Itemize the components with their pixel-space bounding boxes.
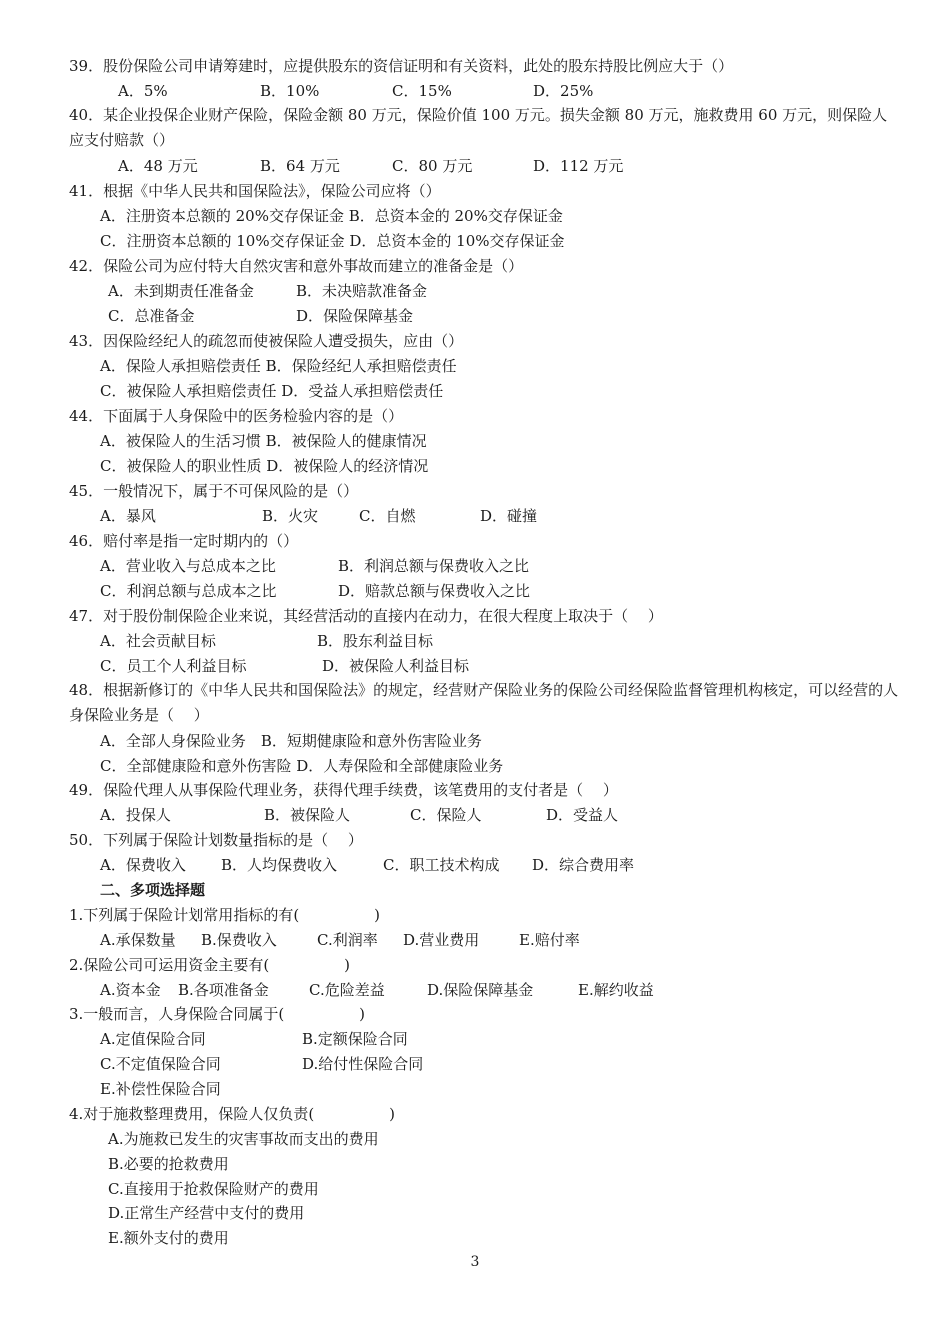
option-a: A.资本金	[100, 981, 161, 999]
option-c: C．自燃	[359, 507, 416, 525]
question-41: 41．根据《中华人民共和国保险法》，保险公司应将（）	[69, 182, 441, 200]
option-b: B.各项准备金	[178, 981, 269, 999]
option-d: D．25%	[533, 82, 594, 100]
option-d: D．被保险人利益目标	[322, 657, 470, 675]
option-row: C．被保险人承担赔偿责任 D．受益人承担赔偿责任	[100, 382, 444, 400]
option-b: B．股东利益目标	[317, 632, 434, 650]
option-a: A．未到期责任准备金	[108, 282, 254, 300]
option-row: A．注册资本总额的 20%交存保证金 B．总资本金的 20%交存保证金	[100, 207, 563, 225]
question-44: 44．下面属于人身保险中的医务检验内容的是（）	[69, 407, 404, 425]
option-c: C.利润率	[317, 931, 378, 949]
page-number: 3	[470, 1254, 480, 1270]
option-a: A．5%	[118, 82, 168, 100]
question-49: 49．保险代理人从事保险代理业务，获得代理手续费，该笔费用的支付者是（ ）	[69, 781, 618, 799]
option-c: C．总准备金	[108, 307, 195, 325]
option-a: A．保费收入	[100, 856, 186, 874]
multi-question-2: 2.保险公司可运用资金主要有( )	[69, 956, 351, 974]
option-b: B.定额保险合同	[302, 1030, 408, 1048]
question-42: 42．保险公司为应付特大自然灾害和意外事故而建立的准备金是（）	[69, 257, 524, 275]
option-a: A.为施救已发生的灾害事故而支出的费用	[108, 1130, 379, 1148]
option-c: C.危险差益	[309, 981, 385, 999]
option-e: E.赔付率	[519, 931, 580, 949]
option-row: C．注册资本总额的 10%交存保证金 D．总资本金的 10%交存保证金	[100, 232, 565, 250]
option-c: C．80 万元	[392, 157, 473, 175]
multi-question-1: 1.下列属于保险计划常用指标的有( )	[69, 906, 381, 924]
option-row: C．全部健康险和意外伤害险 D．人寿保险和全部健康险业务	[100, 757, 504, 775]
question-45: 45．一般情况下，属于不可保风险的是（）	[69, 482, 359, 500]
option-row: C．被保险人的职业性质 D．被保险人的经济情况	[100, 457, 429, 475]
option-c: C．15%	[392, 82, 452, 100]
question-40: 40．某企业投保企业财产保险，保险金额 80 万元，保险价值 100 万元。损失金额 80 万元，施救费用 60 万元，则保险人应支付赔款（）	[69, 106, 888, 149]
option-e: E.解约收益	[578, 981, 654, 999]
option-e: E.补偿性保险合同	[100, 1080, 221, 1098]
question-46: 46．赔付率是指一定时期内的（）	[69, 532, 299, 550]
option-b: B．64 万元	[260, 157, 340, 175]
question-43: 43．因保险经纪人的疏忽而使被保险人遭受损失，应由（）	[69, 332, 464, 350]
option-d: D.营业费用	[403, 931, 480, 949]
option-c: C．保险人	[410, 806, 482, 824]
option-e: E.额外支付的费用	[108, 1229, 229, 1247]
option-a: A.承保数量	[100, 931, 176, 949]
option-b: B．10%	[260, 82, 320, 100]
question-47: 47．对于股份制保险企业来说，其经营活动的直接内在动力，在很大程度上取决于（ ）	[69, 607, 663, 625]
option-row: A．全部人身保险业务 B．短期健康险和意外伤害险业务	[100, 732, 482, 750]
option-c: C．利润总额与总成本之比	[100, 582, 277, 600]
option-d: D．受益人	[546, 806, 619, 824]
option-d: D.保险保障基金	[427, 981, 534, 999]
section-title: 二、多项选择题	[100, 881, 206, 899]
option-b: B．利润总额与保费收入之比	[338, 557, 530, 575]
option-d: D．赔款总额与保费收入之比	[338, 582, 531, 600]
option-c: C．员工个人利益目标	[100, 657, 247, 675]
option-d: D．碰撞	[480, 507, 538, 525]
option-d: D．保险保障基金	[296, 307, 414, 325]
multi-question-4: 4.对于施救整理费用，保险人仅负责( )	[69, 1105, 396, 1123]
question-39: 39．股份保险公司申请筹建时，应提供股东的资信证明和有关资料，此处的股东持股比例应大于（）	[69, 57, 734, 75]
option-c: C.不定值保险合同	[100, 1055, 221, 1073]
option-d: D.正常生产经营中支付的费用	[108, 1204, 305, 1222]
option-a: A．48 万元	[118, 157, 198, 175]
option-a: A．社会贡献目标	[100, 632, 216, 650]
option-b: B．未决赔款准备金	[296, 282, 428, 300]
option-a: A．暴风	[100, 507, 156, 525]
option-b: B.保费收入	[201, 931, 277, 949]
option-row: A．被保险人的生活习惯 B．被保险人的健康情况	[100, 432, 427, 450]
option-b: B．被保险人	[264, 806, 351, 824]
option-d: D．112 万元	[533, 157, 624, 175]
option-c: C．职工技术构成	[383, 856, 500, 874]
question-50: 50．下列属于保险计划数量指标的是（ ）	[69, 831, 363, 849]
option-a: A．投保人	[100, 806, 171, 824]
option-row: A．保险人承担赔偿责任 B．保险经纪人承担赔偿责任	[100, 357, 457, 375]
option-d: D．综合费用率	[532, 856, 635, 874]
option-d: D.给付性保险合同	[302, 1055, 424, 1073]
option-a: A．营业收入与总成本之比	[100, 557, 276, 575]
question-48: 48．根据新修订的《中华人民共和国保险法》的规定，经营财产保险业务的保险公司经保险监督管理机构核定，可以经营的人身保险业务是（ ）	[69, 681, 899, 724]
option-a: A.定值保险合同	[100, 1030, 206, 1048]
option-b: B．人均保费收入	[221, 856, 338, 874]
option-b: B.必要的抢救费用	[108, 1155, 229, 1173]
option-c: C.直接用于抢救保险财产的费用	[108, 1180, 319, 1198]
option-b: B．火灾	[262, 507, 319, 525]
multi-question-3: 3.一般而言，人身保险合同属于( )	[69, 1005, 366, 1023]
